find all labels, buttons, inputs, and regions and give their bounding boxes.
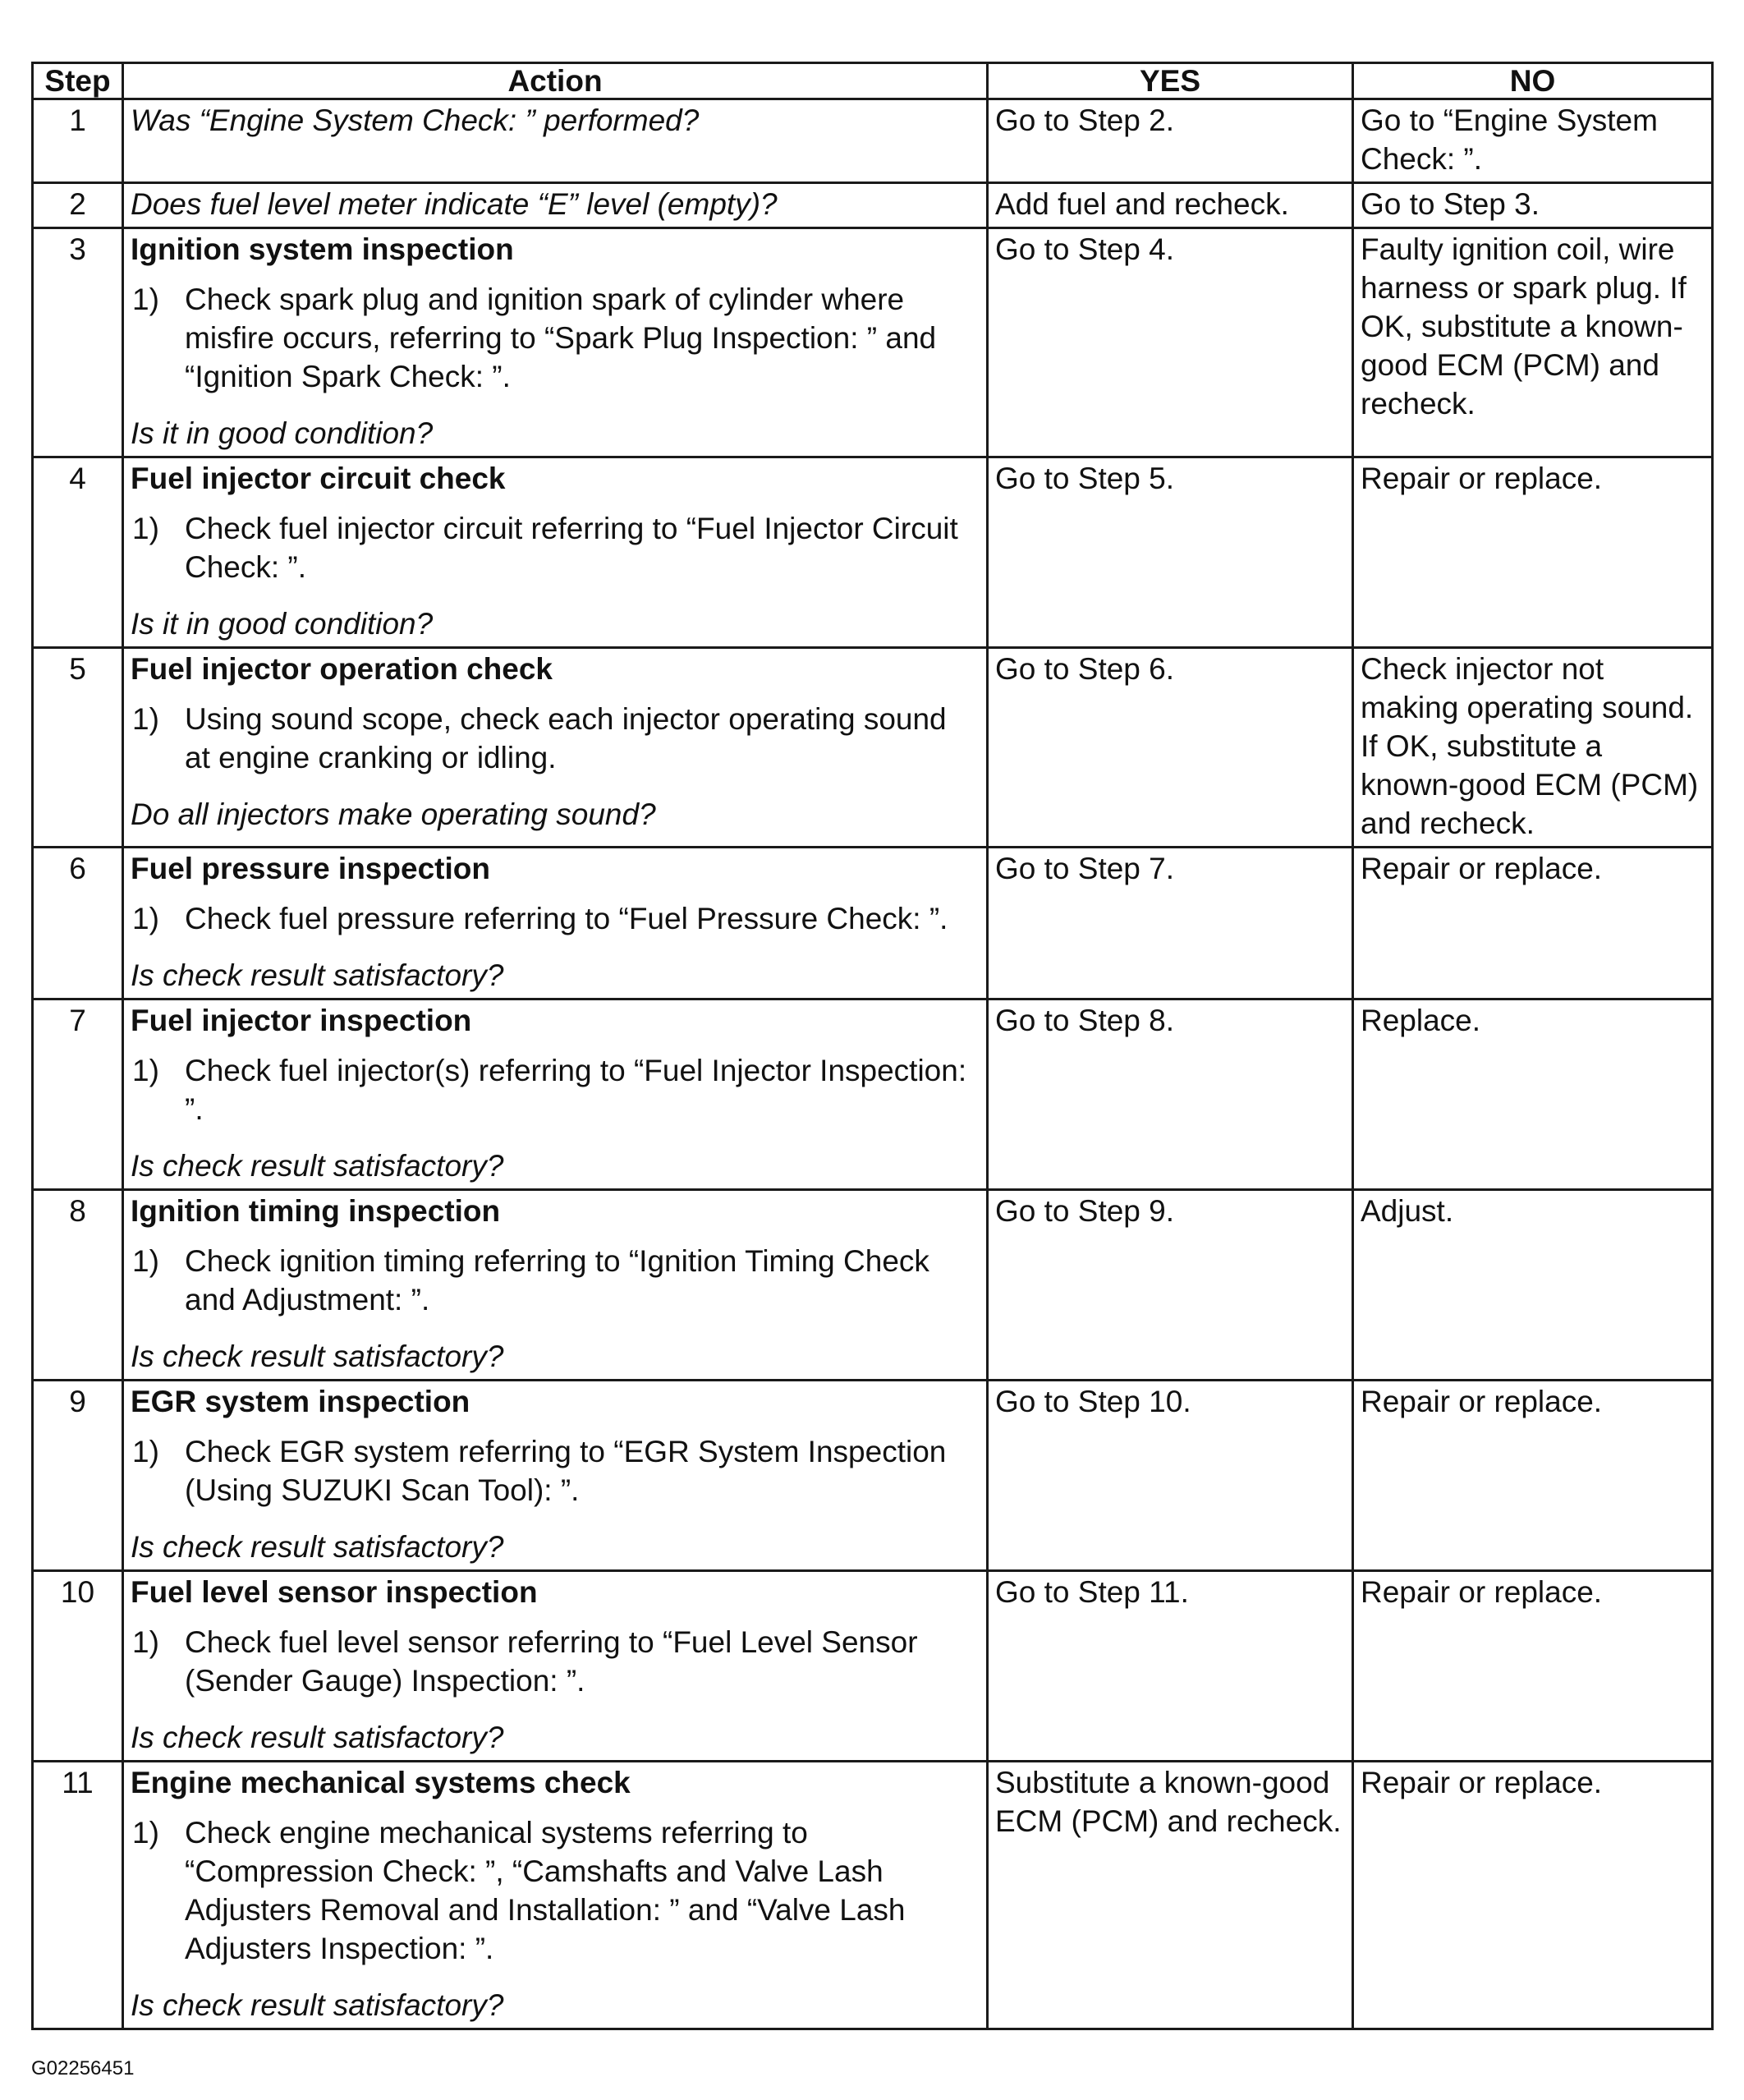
action-question: Is check result satisfactory?	[131, 1987, 504, 2022]
action-title: Fuel injector operation check	[131, 652, 553, 687]
no-cell: Go to Step 3.	[1353, 183, 1713, 228]
table-row	[33, 1190, 1713, 1381]
table-row	[33, 99, 1713, 183]
procedure-text: Using sound scope, check each injector operating sound at engine cranking or idling.	[185, 702, 947, 775]
step-number: 4	[33, 457, 123, 648]
action-question: Is check result satisfactory?	[131, 1529, 504, 1564]
yes-cell: Go to Step 6.	[988, 648, 1353, 848]
procedure-number: 1)	[132, 1054, 159, 1088]
procedure-item	[131, 281, 980, 397]
action-question: Is it in good condition?	[131, 416, 434, 451]
procedure-number: 1)	[132, 1815, 159, 1850]
action-cell	[123, 648, 988, 848]
header-step: Step	[33, 63, 123, 99]
table-row	[33, 228, 1713, 457]
step-number: 7	[33, 999, 123, 1190]
table-row	[33, 1570, 1713, 1761]
yes-cell: Go to Step 2.	[988, 99, 1353, 183]
step-number: 10	[33, 1570, 123, 1761]
yes-cell: Go to Step 7.	[988, 848, 1353, 999]
action-cell	[123, 999, 988, 1190]
procedure-number: 1)	[132, 902, 159, 936]
no-cell: Go to “Engine System Check: ”.	[1353, 99, 1713, 183]
procedure-text: Check spark plug and ignition spark of cylinder where misfire occurs, referring to “Spark Plug Inspection: ” and “Ignition Spark Check: ”.	[185, 283, 937, 394]
table-row	[33, 648, 1713, 848]
action-question: Is check result satisfactory?	[131, 1720, 504, 1754]
yes-cell: Go to Step 9.	[988, 1190, 1353, 1381]
action-cell	[123, 848, 988, 999]
header-no: NO	[1353, 63, 1713, 99]
action-cell	[123, 1381, 988, 1571]
procedure-text: Check EGR system referring to “EGR System Inspection (Using SUZUKI Scan Tool): ”.	[185, 1434, 947, 1507]
procedure-number: 1)	[132, 1244, 159, 1279]
step-number: 8	[33, 1190, 123, 1381]
yes-cell: Substitute a known-good ECM (PCM) and recheck.	[988, 1761, 1353, 2029]
procedure-number: 1)	[132, 1624, 159, 1659]
table-row	[33, 848, 1713, 999]
action-title: Fuel injector circuit check	[131, 462, 506, 496]
action-title: Fuel injector inspection	[131, 1004, 472, 1038]
step-number: 1	[33, 99, 123, 183]
table-row	[33, 457, 1713, 648]
no-cell: Adjust.	[1353, 1190, 1713, 1381]
no-cell: Check injector not making operating sound. If OK, substitute a known-good ECM (PCM) and recheck.	[1353, 648, 1713, 848]
procedure-item	[131, 1814, 980, 1969]
action-cell	[123, 1190, 988, 1381]
action-cell	[123, 457, 988, 648]
action-title: Fuel level sensor inspection	[131, 1574, 538, 1609]
procedure-item	[131, 510, 980, 587]
yes-cell: Go to Step 11.	[988, 1570, 1353, 1761]
step-number: 9	[33, 1381, 123, 1571]
procedure-item	[131, 1433, 980, 1510]
procedure-item	[131, 701, 980, 778]
step-number: 5	[33, 648, 123, 848]
procedure-number: 1)	[132, 1434, 159, 1468]
figure-code: G02256451	[31, 2057, 135, 2079]
header-yes: YES	[988, 63, 1353, 99]
table-row	[33, 999, 1713, 1190]
no-cell: Faulty ignition coil, wire harness or spark plug. If OK, substitute a known-good ECM (PCM) and recheck.	[1353, 228, 1713, 457]
yes-cell: Go to Step 8.	[988, 999, 1353, 1190]
procedure-text: Check fuel pressure referring to “Fuel Pressure Check: ”.	[185, 902, 948, 936]
no-cell: Repair or replace.	[1353, 457, 1713, 648]
action-title: Engine mechanical systems check	[131, 1765, 631, 1799]
action-cell	[123, 228, 988, 457]
action-cell	[123, 1761, 988, 2029]
procedure-text: Check fuel injector circuit referring to “Fuel Injector Circuit Check: ”.	[185, 512, 958, 585]
procedure-text: Check engine mechanical systems referring to “Compression Check: ”, “Camshafts and Valve Lash Adjusters Removal and Installation: ” and “Valve Lash Adjusters Inspection: ”.	[185, 1815, 906, 1965]
action-title: Ignition timing inspection	[131, 1194, 501, 1229]
procedure-number: 1)	[132, 702, 159, 737]
no-cell: Repair or replace.	[1353, 1381, 1713, 1571]
header-action: Action	[123, 63, 988, 99]
table-row	[33, 183, 1713, 228]
action-title: EGR system inspection	[131, 1385, 470, 1418]
step-number: 6	[33, 848, 123, 999]
procedure-number: 1)	[132, 512, 159, 546]
action-cell	[123, 1570, 988, 1761]
action-question: Is check result satisfactory?	[131, 1339, 504, 1374]
step-number: 11	[33, 1761, 123, 2029]
procedure-text: Check fuel level sensor referring to “Fuel Level Sensor (Sender Gauge) Inspection: ”.	[185, 1624, 918, 1698]
diagnostic-table	[31, 62, 1714, 2030]
action-question: Does fuel level meter indicate “E” level (empty)?	[131, 187, 778, 222]
yes-cell: Go to Step 10.	[988, 1381, 1353, 1571]
step-number: 3	[33, 228, 123, 457]
yes-cell: Go to Step 5.	[988, 457, 1353, 648]
step-number: 2	[33, 183, 123, 228]
procedure-item	[131, 1243, 980, 1320]
yes-cell: Go to Step 4.	[988, 228, 1353, 457]
procedure-item	[131, 900, 980, 939]
action-question: Is check result satisfactory?	[131, 958, 504, 993]
table-row	[33, 1761, 1713, 2029]
procedure-item	[131, 1624, 980, 1701]
action-title: Ignition system inspection	[131, 232, 514, 267]
action-question: Was “Engine System Check: ” performed?	[131, 103, 700, 138]
no-cell: Repair or replace.	[1353, 848, 1713, 999]
yes-cell: Add fuel and recheck.	[988, 183, 1353, 228]
action-title: Fuel pressure inspection	[131, 852, 490, 886]
procedure-text: Check ignition timing referring to “Ignition Timing Check and Adjustment: ”.	[185, 1244, 929, 1317]
table-row	[33, 1381, 1713, 1571]
procedure-text: Check fuel injector(s) referring to “Fuel Injector Inspection: ”.	[185, 1054, 967, 1127]
action-question: Is it in good condition?	[131, 607, 434, 641]
action-cell	[123, 183, 988, 228]
procedure-item	[131, 1052, 980, 1129]
action-cell	[123, 99, 988, 183]
procedure-number: 1)	[132, 283, 159, 317]
no-cell: Repair or replace.	[1353, 1570, 1713, 1761]
action-question: Is check result satisfactory?	[131, 1149, 504, 1183]
action-question: Do all injectors make operating sound?	[131, 797, 656, 832]
table-header-row	[33, 63, 1713, 99]
no-cell: Replace.	[1353, 999, 1713, 1190]
no-cell: Repair or replace.	[1353, 1761, 1713, 2029]
